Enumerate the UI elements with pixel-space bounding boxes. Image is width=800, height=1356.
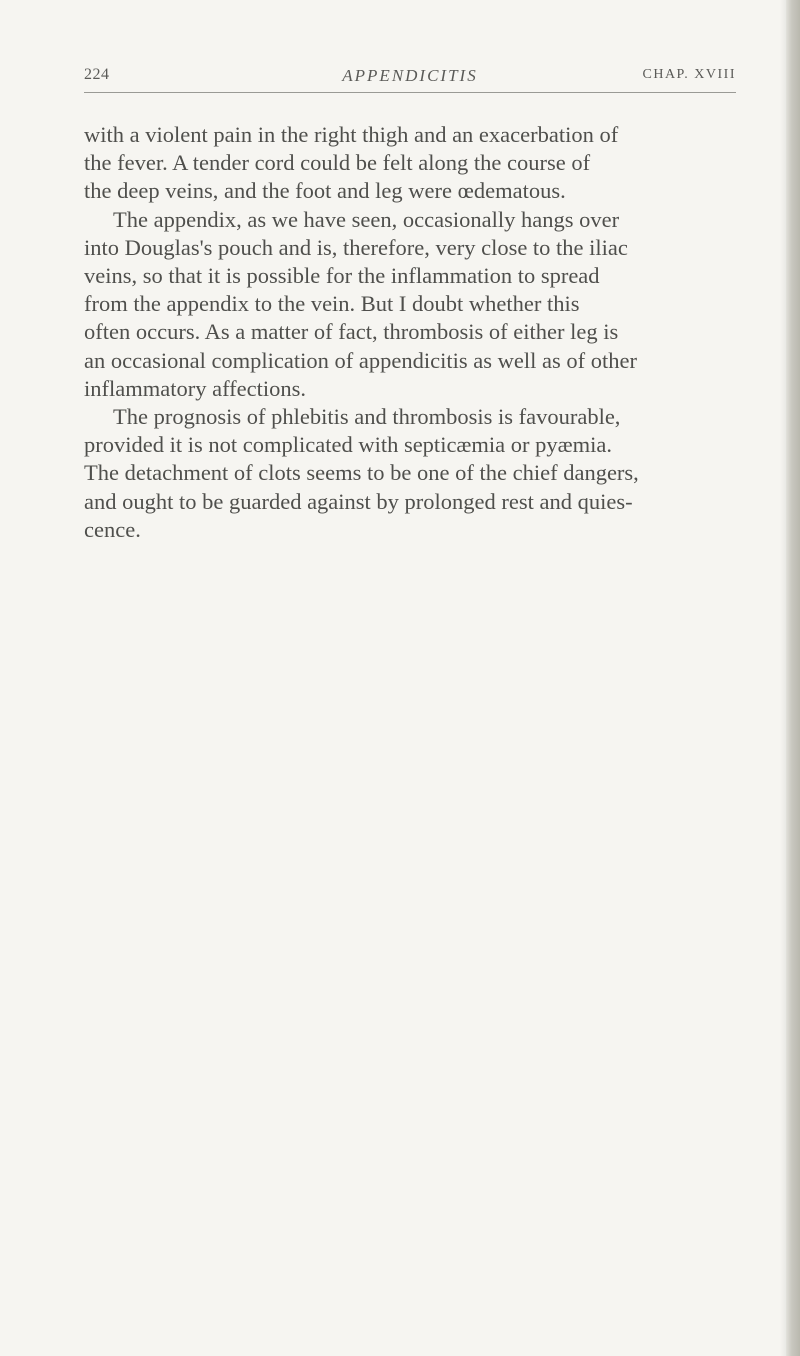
chapter-label: CHAP. XVIII: [642, 67, 736, 82]
text-line: an occasional complication of appendicitis as well as of other: [84, 347, 637, 373]
running-title: APPENDICITIS: [342, 66, 478, 85]
text-line: with a violent pain in the right thigh and an exacerbation of: [84, 122, 619, 147]
text-line: the deep veins, and the foot and leg were œdematous.: [84, 178, 566, 204]
text-line: veins, so that it is possible for the inflammation to spread: [84, 263, 600, 289]
text-line: the fever. A tender cord could be felt along the course of: [84, 150, 591, 176]
running-header: [84, 62, 736, 93]
text-line: from the appendix to the vein. But I doubt whether this: [84, 291, 580, 317]
text-line: The prognosis of phlebitis and thrombosis is favourable,: [113, 404, 621, 430]
text-line: The detachment of clots seems to be one of the chief dangers,: [84, 460, 639, 486]
text-line: cence.: [84, 516, 141, 542]
body-text: [84, 121, 744, 544]
page-edge: [786, 0, 800, 1356]
text-line: inflammatory affections.: [84, 375, 307, 401]
text-line: often occurs. As a matter of fact, thrombosis of either leg is: [84, 319, 619, 345]
paragraph-2: [84, 206, 744, 403]
text-line: The appendix, as we have seen, occasionally hangs over: [113, 206, 620, 232]
text-line: into Douglas's pouch and is, therefore, very close to the iliac: [84, 234, 628, 260]
text-line: provided it is not complicated with septicæmia or pyæmia.: [84, 432, 613, 458]
paragraph-1: [84, 121, 744, 206]
text-line: and ought to be guarded against by prolonged rest and quies-: [84, 488, 633, 514]
page-number: 224: [84, 66, 110, 83]
paragraph-3: [84, 403, 744, 544]
